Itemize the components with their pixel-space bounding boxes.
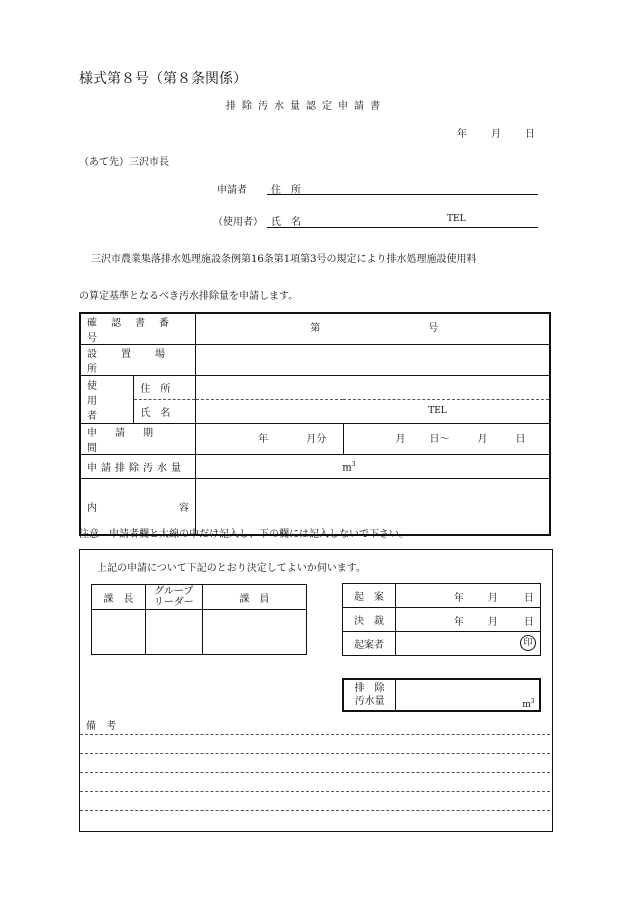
- confirm-number-go: 号: [428, 323, 439, 334]
- date-year: 年: [457, 129, 467, 140]
- group-leader-stamp-cell[interactable]: [145, 610, 202, 655]
- period-to-month: 月: [477, 434, 488, 445]
- volume-unit: $m^3$: [342, 461, 356, 474]
- period-year-unit: 年: [258, 434, 269, 445]
- user-name-field[interactable]: [196, 400, 550, 424]
- remarks-line-3[interactable]: [80, 772, 550, 773]
- staff-stamp-cell[interactable]: [202, 610, 306, 655]
- form-title: 排除汚水量認定申請書: [226, 101, 386, 112]
- chief-label: 課 長: [92, 585, 146, 610]
- applicant-tel-label: TEL: [447, 214, 466, 224]
- row-period: [80, 424, 550, 455]
- applicant-address-field[interactable]: [267, 194, 538, 195]
- row-user-address: [80, 376, 550, 400]
- row-user-name: [80, 400, 550, 424]
- confirm-number-dai: 第: [310, 323, 321, 334]
- group-leader-label: グループ リーダー: [145, 585, 202, 610]
- drafter-field[interactable]: [395, 632, 540, 656]
- user-label: （使用者）: [213, 217, 263, 228]
- chief-stamp-cell[interactable]: [92, 610, 146, 655]
- location-label: 設置場所: [80, 345, 196, 376]
- discharge-volume-table: [342, 678, 541, 712]
- user-tel-label: TEL: [428, 406, 447, 416]
- remarks-line-5[interactable]: [80, 810, 550, 811]
- remarks-label: 備 考: [86, 721, 116, 732]
- approve-label: 決 裁: [343, 608, 396, 632]
- applicant-address-label: 住 所: [271, 185, 301, 196]
- content-label: 内 容: [80, 479, 196, 535]
- volume-field[interactable]: [196, 455, 550, 479]
- applicant-label: 申請者: [217, 185, 247, 196]
- office-intro: 上記の申請について下記のとおり決定してよいか伺います。: [97, 563, 366, 574]
- discharge-volume-label: 排 除 汚水量: [343, 679, 396, 711]
- row-confirm-number: [80, 313, 550, 345]
- staff-label: 課 員: [202, 585, 306, 610]
- seal-icon: 印: [520, 635, 536, 651]
- confirm-number-label: 確認書番号: [80, 313, 196, 345]
- discharge-volume-field[interactable]: [396, 679, 540, 711]
- user-name-label: 氏 名: [134, 400, 196, 424]
- draft-table: [342, 583, 541, 656]
- volume-label: 申請排除汚水量: [80, 455, 196, 479]
- form-number: 様式第８号（第８条関係）: [79, 71, 247, 87]
- user-section-label: 使用者: [80, 376, 134, 424]
- date-month: 月: [491, 129, 501, 140]
- application-table: [79, 312, 551, 536]
- period-monthly-field[interactable]: [196, 424, 343, 455]
- remarks-line-2[interactable]: [80, 753, 550, 754]
- office-use-box: [79, 549, 553, 832]
- period-label: 申請期間: [80, 424, 196, 455]
- addressee: （あて先）三沢市長: [79, 157, 169, 168]
- confirm-number-field[interactable]: [196, 313, 550, 345]
- applicant-name-label: 氏 名: [271, 217, 301, 228]
- remarks-line-4[interactable]: [80, 791, 550, 792]
- period-from-day: 日～: [429, 434, 450, 445]
- date-day: 日: [525, 129, 535, 140]
- note: 注意 申請者欄と太線の中だけ記入し、下の欄には記入しないで下さい。: [79, 529, 409, 540]
- approve-date-field[interactable]: 年 月 日: [395, 608, 540, 632]
- period-to-day: 日: [515, 434, 526, 445]
- remarks-line-1[interactable]: [80, 734, 550, 735]
- draft-date-field[interactable]: 年 月 日: [395, 584, 540, 608]
- body-text-line2: の算定基準となるべき汚水排除量を申請します。: [79, 291, 299, 302]
- row-location: [80, 345, 550, 376]
- body-text-line1: 三沢市農業集落排水処理施設条例第16条第1項第3号の規定により排水処理施設使用料: [91, 254, 477, 265]
- user-address-field[interactable]: [196, 376, 550, 400]
- discharge-volume-unit: $m^3$: [522, 698, 535, 710]
- applicant-name-field[interactable]: [267, 227, 538, 228]
- row-volume: [80, 455, 550, 479]
- period-from-month: 月: [395, 434, 406, 445]
- user-address-label: 住 所: [134, 376, 196, 400]
- approval-stamp-table: [91, 584, 307, 655]
- drafter-label: 起案者: [343, 632, 396, 656]
- period-monthly-unit: 月分: [306, 434, 327, 445]
- period-range-field[interactable]: [343, 424, 550, 455]
- draft-label: 起 案: [343, 584, 396, 608]
- location-field[interactable]: [196, 345, 550, 376]
